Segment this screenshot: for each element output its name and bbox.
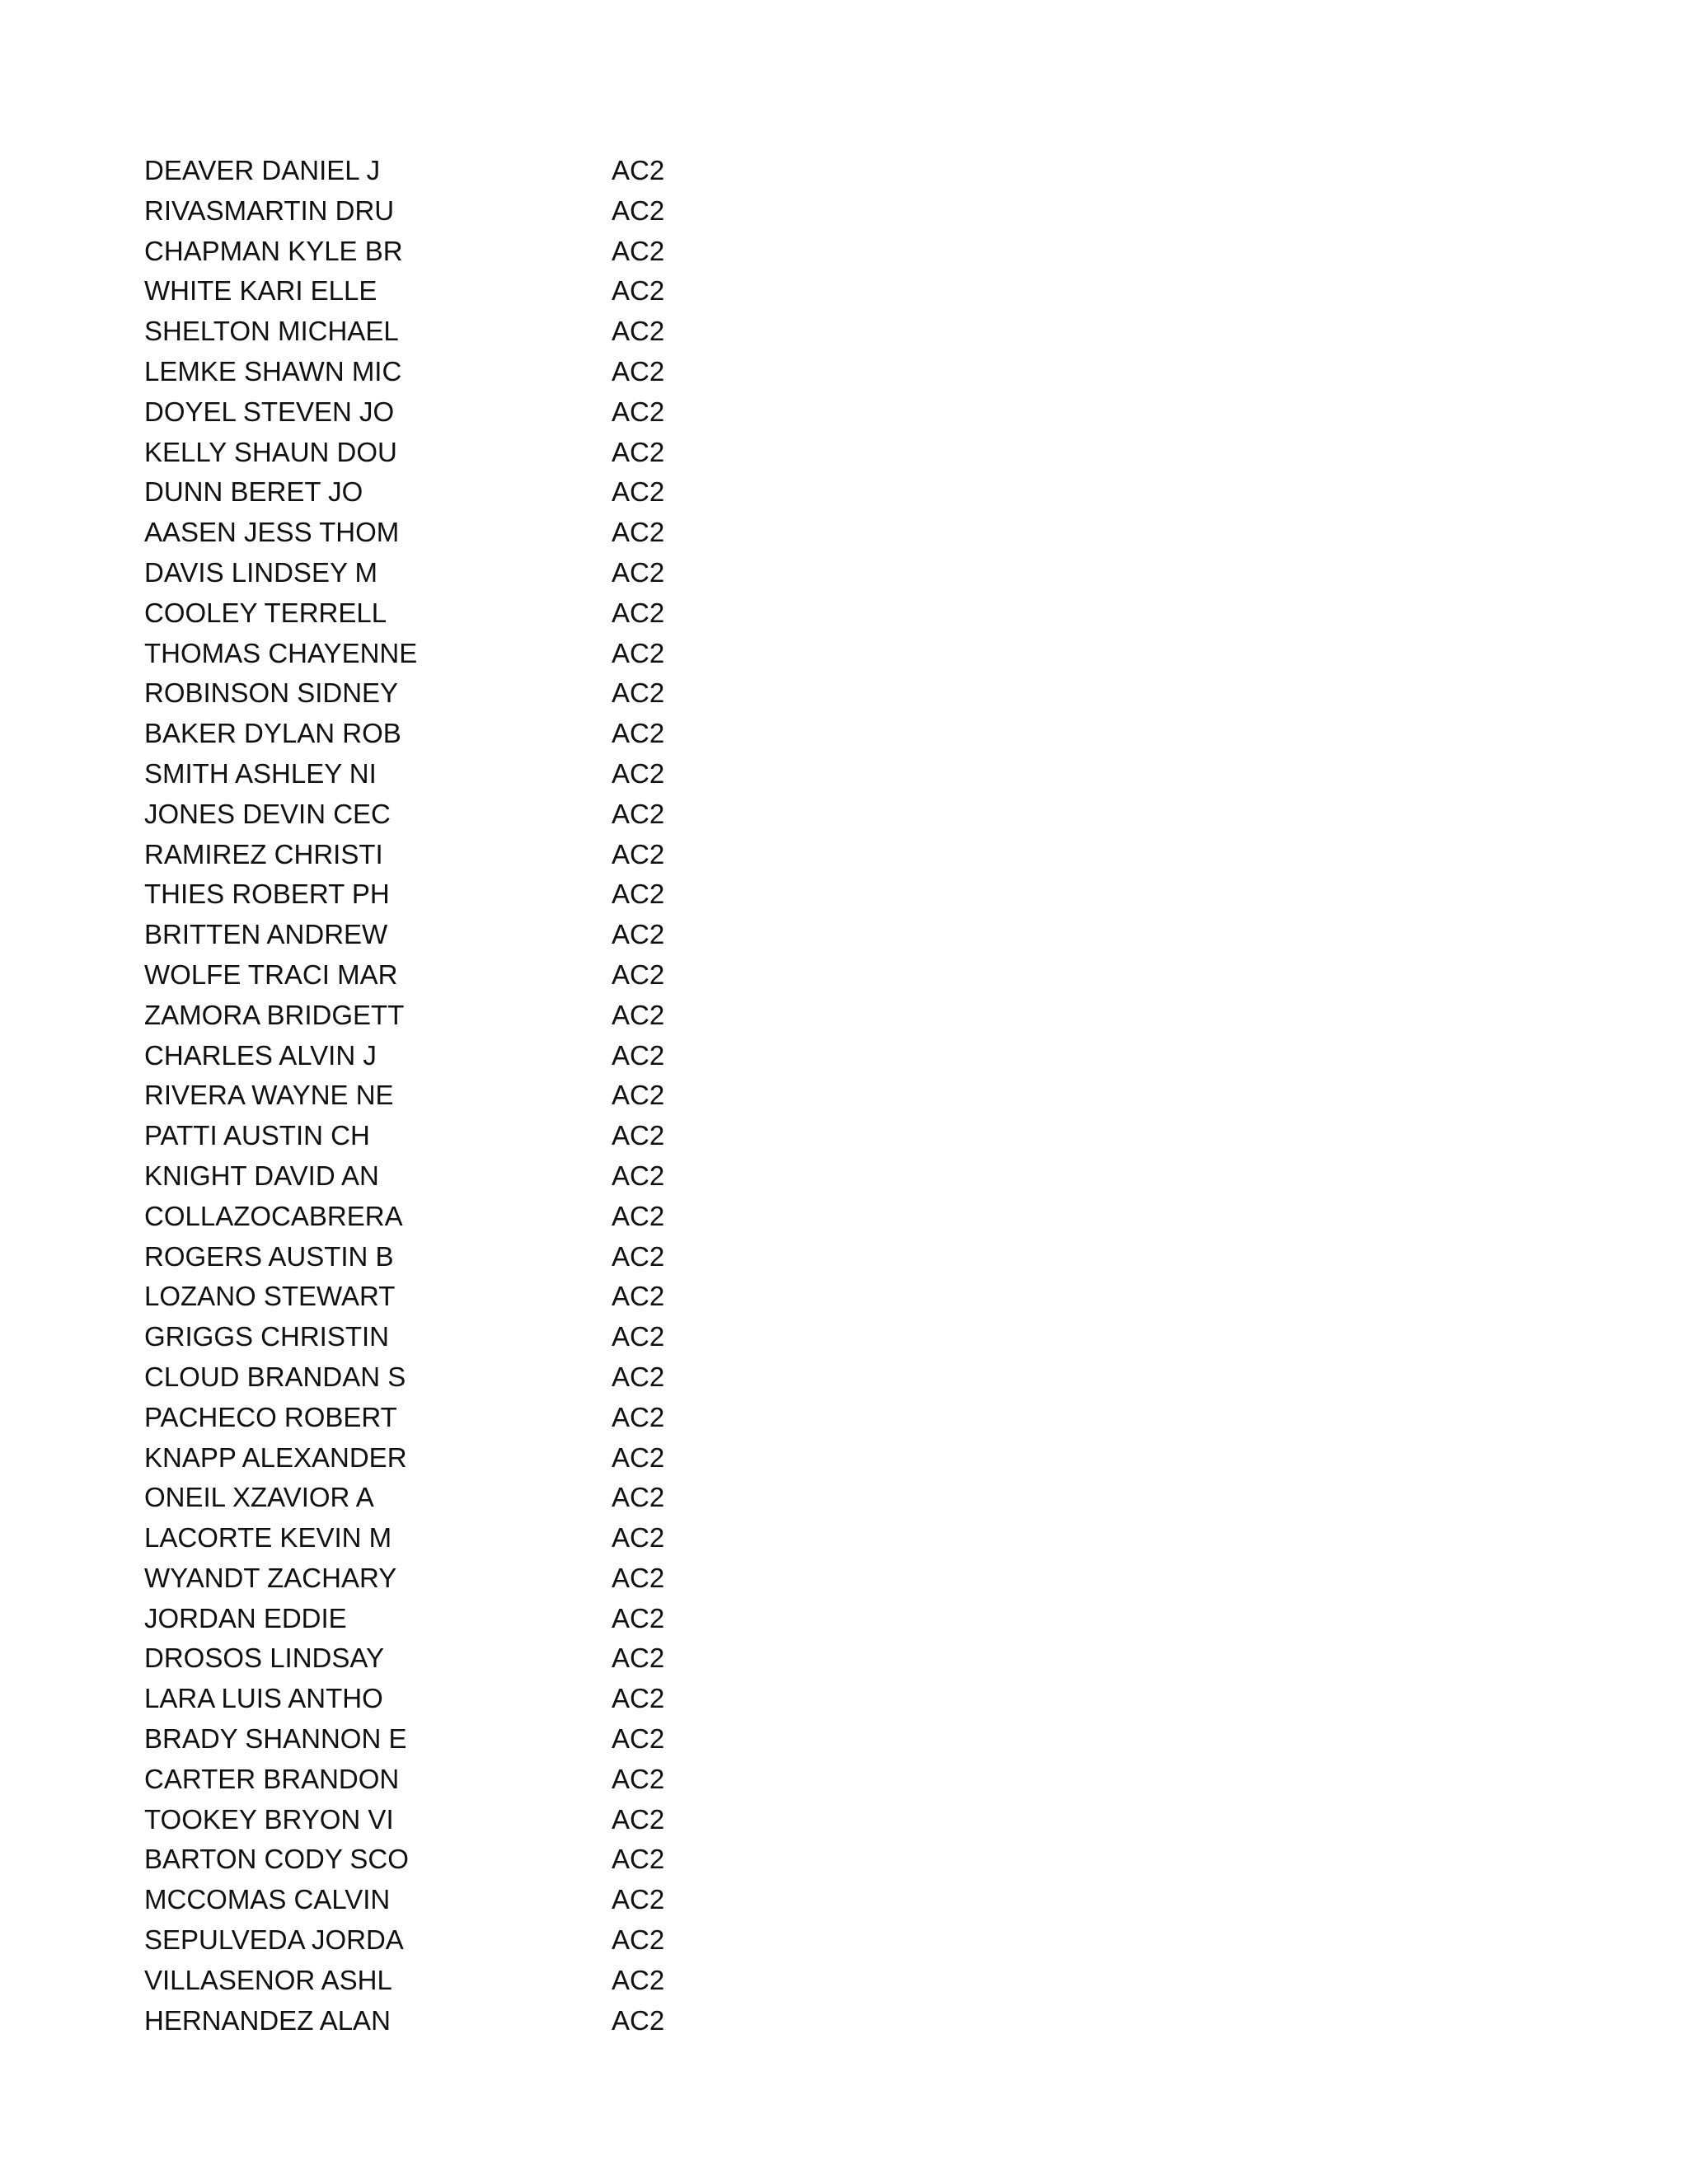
member-name: KNIGHT DAVID AN xyxy=(144,1160,379,1191)
member-grade: AC2 xyxy=(612,1844,665,1875)
member-grade: AC2 xyxy=(612,155,665,185)
member-name: ZAMORA BRIDGETT xyxy=(144,999,405,1030)
member-grade: AC2 xyxy=(612,1160,665,1191)
roster-row xyxy=(144,1438,721,1479)
roster-row xyxy=(144,352,721,392)
roster-row xyxy=(144,996,721,1036)
roster-row xyxy=(144,1156,721,1197)
member-name: CARTER BRANDON xyxy=(144,1763,400,1794)
member-name: WYANDT ZACHARY xyxy=(144,1562,397,1593)
roster-row xyxy=(144,472,721,513)
member-grade: AC2 xyxy=(612,879,665,910)
member-grade: AC2 xyxy=(612,556,665,588)
roster-row xyxy=(144,1317,721,1357)
member-name: WHITE KARI ELLE xyxy=(144,275,377,307)
member-name: ROBINSON SIDNEY xyxy=(144,677,399,709)
member-grade: AC2 xyxy=(612,476,665,508)
member-name: GRIGGS CHRISTIN xyxy=(144,1321,390,1352)
member-grade: AC2 xyxy=(612,1643,665,1674)
roster-row xyxy=(144,794,721,835)
roster-row xyxy=(144,915,721,955)
member-name: HERNANDEZ ALAN xyxy=(144,2004,391,2036)
member-name: MCCOMAS CALVIN xyxy=(144,1884,391,1915)
roster-row xyxy=(144,1116,721,1156)
roster-row xyxy=(144,1398,721,1438)
member-name: BARTON CODY SCO xyxy=(144,1844,409,1875)
member-grade: AC2 xyxy=(612,597,665,628)
member-grade: AC2 xyxy=(612,1683,665,1714)
member-name: BRITTEN ANDREW xyxy=(144,919,388,950)
member-name: JONES DEVIN CEC xyxy=(144,798,391,829)
member-name: LOZANO STEWART xyxy=(144,1281,396,1312)
roster-row xyxy=(144,1920,721,1961)
roster-row xyxy=(144,1197,721,1237)
member-name: THIES ROBERT PH xyxy=(144,879,390,910)
member-name: KNAPP ALEXANDER xyxy=(144,1441,407,1473)
member-grade: AC2 xyxy=(612,1039,665,1071)
member-grade: AC2 xyxy=(612,275,665,307)
member-name: ONEIL XZAVIOR A xyxy=(144,1482,374,1513)
roster-row xyxy=(144,191,721,232)
roster-row xyxy=(144,1800,721,1840)
member-grade: AC2 xyxy=(612,838,665,869)
roster-row xyxy=(144,1036,721,1076)
member-name: DOYEL STEVEN JO xyxy=(144,396,395,427)
member-name: JORDAN EDDIE xyxy=(144,1602,347,1633)
member-grade: AC2 xyxy=(612,517,665,548)
member-grade: AC2 xyxy=(612,1602,665,1633)
roster-row xyxy=(144,1719,721,1760)
member-name: ROGERS AUSTIN B xyxy=(144,1240,394,1272)
member-grade: AC2 xyxy=(612,958,665,990)
member-grade: AC2 xyxy=(612,637,665,668)
roster-row xyxy=(144,2001,721,2041)
member-grade: AC2 xyxy=(612,1401,665,1432)
member-grade: AC2 xyxy=(612,235,665,266)
member-name: PACHECO ROBERT xyxy=(144,1401,397,1432)
roster-row xyxy=(144,1518,721,1558)
member-name: RAMIREZ CHRISTI xyxy=(144,838,383,869)
roster-row xyxy=(144,955,721,996)
roster-row xyxy=(144,392,721,433)
roster-row xyxy=(144,1840,721,1880)
member-grade: AC2 xyxy=(612,1522,665,1554)
roster-row xyxy=(144,673,721,714)
member-grade: AC2 xyxy=(612,798,665,829)
roster-row xyxy=(144,714,721,754)
member-name: SHELTON MICHAEL xyxy=(144,316,399,347)
roster-row xyxy=(144,312,721,352)
member-name: SMITH ASHLEY NI xyxy=(144,757,377,789)
member-grade: AC2 xyxy=(612,757,665,789)
roster-row xyxy=(144,1277,721,1317)
roster-list xyxy=(144,151,721,2041)
member-name: DUNN BERET JO xyxy=(144,476,363,508)
member-name: COOLEY TERRELL xyxy=(144,597,387,628)
member-grade: AC2 xyxy=(612,999,665,1030)
roster-row xyxy=(144,271,721,312)
member-grade: AC2 xyxy=(612,1924,665,1956)
member-name: CLOUD BRANDAN S xyxy=(144,1361,406,1392)
roster-row xyxy=(144,151,721,191)
member-name: DROSOS LINDSAY xyxy=(144,1643,384,1674)
member-grade: AC2 xyxy=(612,316,665,347)
member-grade: AC2 xyxy=(612,1361,665,1392)
member-name: VILLASENOR ASHL xyxy=(144,1964,392,1995)
roster-row xyxy=(144,1237,721,1277)
member-name: CHARLES ALVIN J xyxy=(144,1039,377,1071)
member-grade: AC2 xyxy=(612,1562,665,1593)
roster-row xyxy=(144,754,721,794)
roster-row xyxy=(144,1076,721,1116)
roster-row xyxy=(144,1638,721,1679)
member-name: LACORTE KEVIN M xyxy=(144,1522,392,1554)
member-name: AASEN JESS THOM xyxy=(144,517,400,548)
member-grade: AC2 xyxy=(612,436,665,467)
member-grade: AC2 xyxy=(612,1964,665,1995)
member-name: TOOKEY BRYON VI xyxy=(144,1803,394,1835)
member-name: CHAPMAN KYLE BR xyxy=(144,235,403,266)
member-grade: AC2 xyxy=(612,1120,665,1151)
member-grade: AC2 xyxy=(612,1441,665,1473)
member-grade: AC2 xyxy=(612,1482,665,1513)
roster-row xyxy=(144,1478,721,1518)
member-grade: AC2 xyxy=(612,1281,665,1312)
roster-row xyxy=(144,874,721,915)
member-grade: AC2 xyxy=(612,677,665,709)
roster-row xyxy=(144,835,721,875)
member-name: SEPULVEDA JORDA xyxy=(144,1924,404,1956)
member-name: DEAVER DANIEL J xyxy=(144,155,381,185)
roster-row xyxy=(144,1558,721,1599)
member-grade: AC2 xyxy=(612,1200,665,1231)
member-name: LEMKE SHAWN MIC xyxy=(144,355,402,387)
member-name: THOMAS CHAYENNE xyxy=(144,637,418,668)
member-grade: AC2 xyxy=(612,718,665,749)
member-grade: AC2 xyxy=(612,1080,665,1111)
member-name: WOLFE TRACI MAR xyxy=(144,958,398,990)
roster-row xyxy=(144,433,721,473)
member-name: COLLAZOCABRERA xyxy=(144,1200,403,1231)
member-grade: AC2 xyxy=(612,1240,665,1272)
roster-row xyxy=(144,1357,721,1398)
roster-row xyxy=(144,1599,721,1639)
roster-row xyxy=(144,634,721,674)
member-grade: AC2 xyxy=(612,396,665,427)
roster-row xyxy=(144,1760,721,1800)
member-name: DAVIS LINDSEY M xyxy=(144,556,378,588)
member-grade: AC2 xyxy=(612,1803,665,1835)
roster-row xyxy=(144,1961,721,2001)
member-name: LARA LUIS ANTHO xyxy=(144,1683,383,1714)
roster-row xyxy=(144,513,721,553)
roster-row xyxy=(144,553,721,593)
roster-row xyxy=(144,232,721,272)
member-name: RIVASMARTIN DRU xyxy=(144,194,395,226)
member-grade: AC2 xyxy=(612,1763,665,1794)
roster-row xyxy=(144,1679,721,1719)
roster-row xyxy=(144,1880,721,1920)
member-grade: AC2 xyxy=(612,1321,665,1352)
member-name: KELLY SHAUN DOU xyxy=(144,436,397,467)
member-name: PATTI AUSTIN CH xyxy=(144,1120,370,1151)
member-grade: AC2 xyxy=(612,194,665,226)
member-grade: AC2 xyxy=(612,1723,665,1755)
member-grade: AC2 xyxy=(612,2004,665,2036)
member-name: BRADY SHANNON E xyxy=(144,1723,407,1755)
member-grade: AC2 xyxy=(612,355,665,387)
roster-row xyxy=(144,593,721,634)
member-name: RIVERA WAYNE NE xyxy=(144,1080,394,1111)
member-grade: AC2 xyxy=(612,919,665,950)
member-name: BAKER DYLAN ROB xyxy=(144,718,401,749)
member-grade: AC2 xyxy=(612,1884,665,1915)
